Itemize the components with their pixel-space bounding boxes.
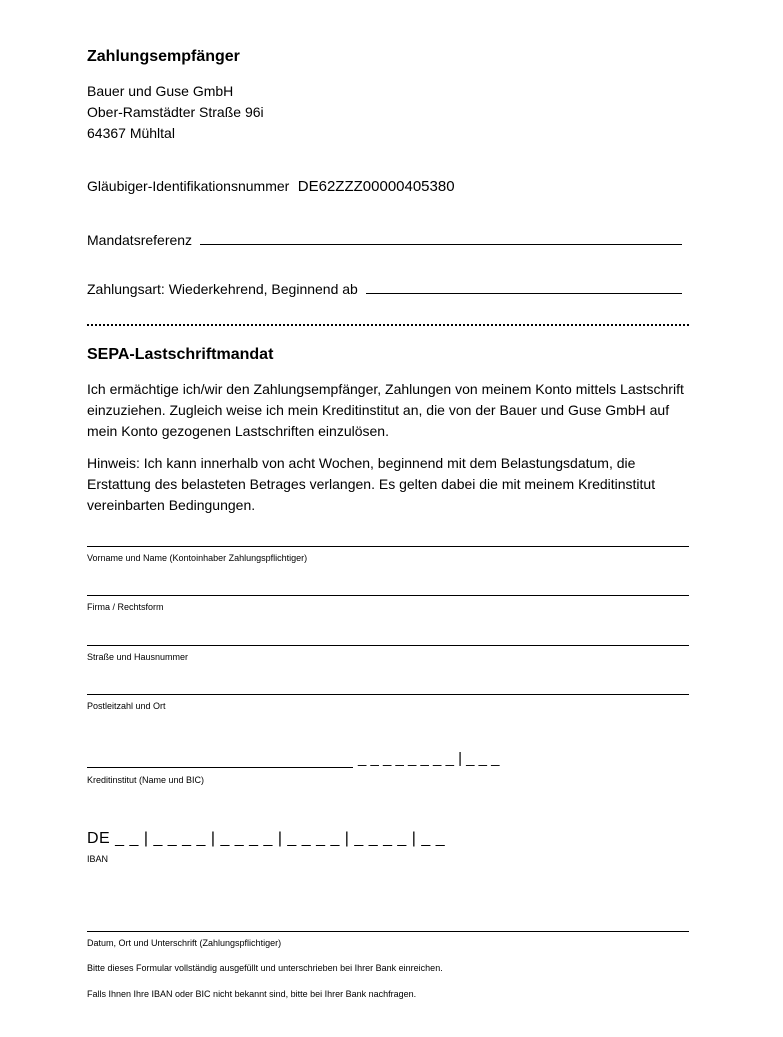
name-field-line[interactable]	[87, 546, 689, 547]
sepa-heading: SEPA-Lastschriftmandat	[87, 346, 274, 363]
street-field-line[interactable]	[87, 645, 689, 646]
payee-street: Ober-Ramstädter Straße 96i	[87, 104, 264, 120]
cut-line-divider	[87, 324, 689, 326]
footer-note-bank: Falls Ihnen Ihre IBAN oder BIC nicht bekannt sind, bitte bei Ihrer Bank nachfragen.	[87, 989, 417, 999]
name-field-label: Vorname und Name (Kontoinhaber Zahlungspflichtiger)	[87, 553, 308, 563]
payment-type-row	[87, 279, 682, 297]
iban-label: IBAN	[87, 854, 109, 864]
company-field-label: Firma / Rechtsform	[87, 602, 164, 612]
footer-note-submit: Bitte dieses Formular vollständig ausgefüllt und unterschrieben bei Ihrer Bank einreichen.	[87, 963, 443, 973]
sepa-notice-text: Hinweis: Ich kann innerhalb von acht Wochen, beginnend mit dem Belastungsdatum, die Erstattung des belasteten Betrages verlangen. Es gelten dabei die mit meinem Kreditinstitut vereinbarten Bedingungen.	[87, 455, 656, 513]
payment-start-field[interactable]	[366, 279, 682, 294]
company-field-line[interactable]	[87, 595, 689, 596]
city-field-line[interactable]	[87, 694, 689, 695]
iban-field[interactable]: DE _ _ | _ _ _ _ | _ _ _ _ | _ _ _ _ | _ _ _ _ | _ _	[87, 830, 446, 847]
payee-heading: Zahlungsempfänger	[87, 48, 240, 65]
mandate-reference-row	[87, 230, 682, 248]
creditor-id-label: Gläubiger-Identifikationsnummer	[87, 178, 290, 194]
street-field-label: Straße und Hausnummer	[87, 652, 189, 662]
city-field-label: Postleitzahl und Ort	[87, 701, 166, 711]
sepa-authorization-text: Ich ermächtige ich/wir den Zahlungsempfänger, Zahlungen von meinem Konto mittels Lastschrift einzuziehen. Zugleich weise ich mein Kreditinstitut an, die von der Bauer und Guse GmbH auf mein Konto gezogenen Lastschriften einzulösen.	[87, 381, 684, 439]
signature-field-label: Datum, Ort und Unterschrift (Zahlungspflichtiger)	[87, 938, 282, 948]
payment-type-label: Zahlungsart: Wiederkehrend, Beginnend ab	[87, 281, 358, 297]
payee-city: 64367 Mühltal	[87, 125, 175, 141]
signature-field-line[interactable]	[87, 931, 689, 932]
creditor-id-value: DE62ZZZ00000405380	[297, 178, 455, 195]
creditor-id-row	[87, 178, 455, 196]
bank-name-field-line[interactable]	[87, 767, 353, 768]
bic-field[interactable]: _ _ _ _ _ _ _ _ | _ _ _	[358, 750, 500, 767]
mandate-reference-field[interactable]	[200, 230, 682, 245]
bank-field-label: Kreditinstitut (Name und BIC)	[87, 775, 205, 785]
payee-name: Bauer und Guse GmbH	[87, 83, 234, 99]
mandate-reference-label: Mandatsreferenz	[87, 232, 193, 248]
